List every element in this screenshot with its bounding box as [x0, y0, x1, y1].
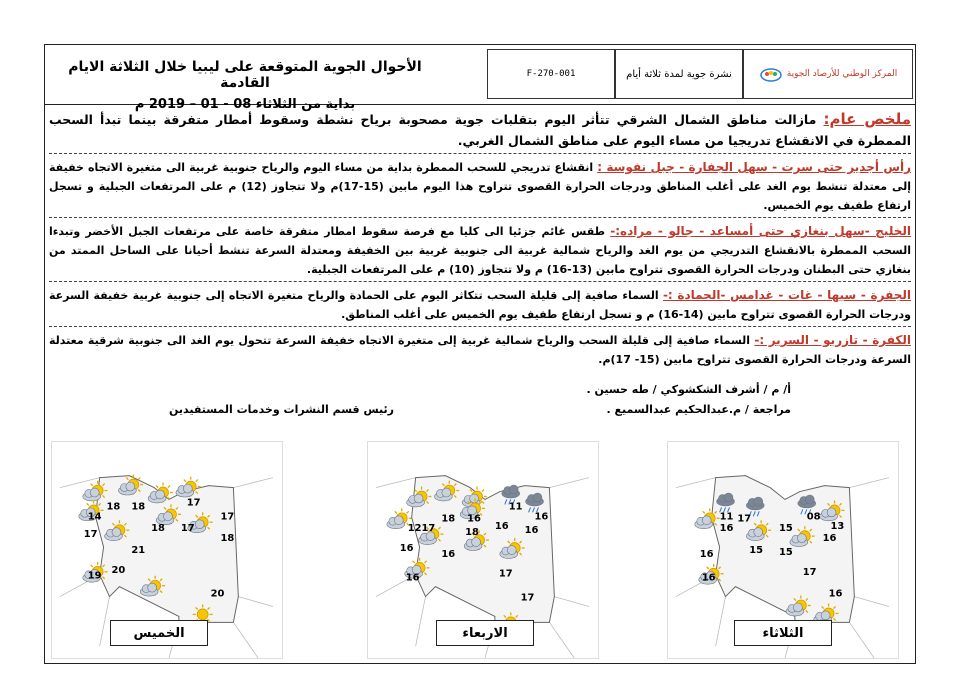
temperature-label: 17	[180, 523, 195, 535]
temperature-label: 17	[186, 497, 201, 509]
temperature-label: 11	[508, 501, 523, 513]
map-day-label: الاربعاء	[436, 620, 534, 646]
cloud-icon	[83, 488, 101, 501]
region-text: السماء صافية إلى قليلة السحب والرياح شمالية غربية إلى متغيرة الاتجاه خفيفة السرعة تتحول يوم الغد الى جنوبية شرقية معتدلة السرعة ودرجات الحرارة القصوى تتراوح مابين (15- 17)م.	[49, 334, 911, 366]
title-block	[45, 45, 445, 112]
divider	[49, 217, 911, 218]
region-paragraph	[49, 222, 911, 279]
temperature-label: 16	[441, 548, 456, 560]
temperature-label: 17	[421, 523, 436, 535]
temperature-label: 19	[87, 570, 102, 582]
temperature-label: 18	[465, 527, 479, 539]
temperature-label: 16	[399, 542, 414, 554]
temperature-label: 16	[524, 525, 539, 537]
cloud-icon	[407, 494, 425, 507]
org-name: المركز الوطني للأرصاد الجوية	[786, 69, 898, 79]
divider	[49, 326, 911, 327]
temperature-label: 17	[498, 568, 513, 580]
page-subtitle: بداية من الثلاثاء 08 - 01 – 2019 م	[134, 97, 356, 112]
forecast-map-tuesday	[667, 441, 899, 659]
cloud-logo-icon	[759, 65, 783, 83]
bulletin-page	[44, 44, 916, 664]
divider	[49, 153, 911, 154]
region-text: طقس غائم جزئيا الى كليا مع فرصة سقوط امطار متفرقة خاصة على مرتفعات الجبل الأخضر وتبدءا السحب الممطرة بالانقشاع التدريجي من يوم الغد والرياح شمالية غربية الى جنوبية غربية بين الخفيفة ومعتدلة السرعة تنشط أحيانا على الساحل الممتد من بنغازي حتى البطنان ودرجات الحرارة القصوى تتراوح مابين (13-16) م ولا تتجاوز (10) م على المرتفعات الجبلية.	[49, 225, 911, 276]
prepared-by: أ/ م / أشرف الشكشوكي / طه حسين .	[586, 383, 791, 396]
document-code: F-270-001	[487, 49, 615, 99]
temperature-label: 15	[749, 544, 764, 556]
department-head: رئيس قسم النشرات وخدمات المستفيدين	[169, 403, 394, 416]
temperature-label: 15	[779, 546, 793, 558]
temperature-label: 15	[779, 523, 793, 535]
forecast-text	[49, 109, 911, 369]
summary-label: ملخص عام:	[823, 110, 912, 128]
map-day-label: الخميس	[110, 620, 208, 646]
temperature-label: 20	[210, 588, 225, 600]
summary-paragraph	[49, 109, 911, 151]
temperature-label: 18	[151, 523, 165, 535]
region-text: انقشاع تدريجي للسحب الممطرة بداية من مساء اليوم والرياح جنوبية غربية الى متغيرة الاتجاه خفيفة إلى معتدلة تنشط يوم الغد على أغلب المناطق ودرجات الحرارة القصوى تتراوح هذا اليوم مابين (15-17)م ولا تتجاوز (12) م على المرتفعات الجبلية و تسجل ارتفاع طفيف يوم الخميس.	[49, 161, 912, 212]
region-paragraph	[49, 286, 911, 324]
temperature-label: 20	[111, 564, 126, 576]
forecast-map-thursday	[51, 441, 283, 659]
temperature-label: 16	[534, 511, 549, 523]
bulletin-type: نشرة جوية لمدة ثلاثة أيام	[615, 49, 743, 99]
temperature-label: 17	[737, 513, 752, 525]
divider	[49, 281, 911, 282]
temperature-label: 14	[87, 511, 102, 523]
temperature-label: 18	[441, 513, 456, 525]
region-paragraph	[49, 331, 911, 369]
temperature-label: 18	[106, 501, 121, 513]
temperature-label: 16	[701, 572, 716, 584]
page-title: الأحوال الجوية المتوقعة على ليبيا خلال الثلاثة الايام القادمة	[68, 59, 422, 91]
region-label: الكفرة - تازربو - السرير :-	[754, 333, 911, 347]
cloud-icon	[502, 485, 520, 498]
temperature-label: 16	[699, 548, 714, 560]
temperature-label: 17	[520, 592, 535, 604]
org-box	[743, 49, 913, 99]
temperature-label: 16	[405, 572, 420, 584]
region-paragraph	[49, 158, 911, 215]
cloud-icon	[176, 484, 194, 497]
temperature-label: 17	[83, 529, 98, 541]
temperature-label: 16	[719, 523, 734, 535]
temperature-label: 16	[467, 513, 481, 525]
cloud-icon	[695, 516, 713, 529]
temperature-label: 21	[131, 544, 146, 556]
temperature-label: 16	[822, 533, 837, 545]
cloud-icon	[387, 516, 405, 529]
temperature-label: 11	[719, 511, 734, 523]
temperature-label: 16	[494, 521, 509, 533]
region-label: الجفرة - سبها - غات - غدامس -الحمادة :-	[662, 288, 911, 302]
region-text: السماء صافية إلى قليلة السحب تتكاثر اليوم على الحمادة والرياح متغيرة الاتجاه إلى جنوبية غربية خفيفة السرعة ودرجات الحرارة القصوى تتراوح مابين (14-16) م و تسجل ارتفاع طفيف يوم الخميس على أغلب المناطق.	[49, 289, 911, 321]
temperature-label: 17	[220, 511, 235, 523]
region-label: الخليج -سهل بنغازي حتى أمساعد - جالو - مراده:-	[610, 224, 911, 238]
temperature-label: 18	[131, 501, 146, 513]
reviewed-by: مراجعة / م.عبدالحكيم عبدالسميع .	[606, 403, 791, 416]
header	[45, 45, 915, 112]
forecast-map-wednesday	[367, 441, 599, 659]
temperature-label: 13	[830, 521, 845, 533]
temperature-label: 16	[828, 588, 843, 600]
summary-text: مازالت مناطق الشمال الشرقي تتأثر اليوم بتقلبات جوية مصحوبة برياح نشطة وسقوط أمطار متفرقة بينما تبدأ السحب الممطرة في الانقشاع تدريجيا من مساء اليوم على مناطق الشمال الغربي.	[49, 112, 911, 148]
map-day-label: الثلاثاء	[734, 620, 832, 646]
country-outline	[96, 476, 239, 623]
region-label: رأس أجدير حتى سرت - سهل الجفارة - جبل نفوسة :	[597, 160, 911, 174]
temperature-label: 08	[806, 511, 821, 523]
temperature-label: 18	[220, 533, 235, 545]
temperature-label: 17	[802, 566, 817, 578]
temperature-label: 12	[407, 523, 422, 535]
